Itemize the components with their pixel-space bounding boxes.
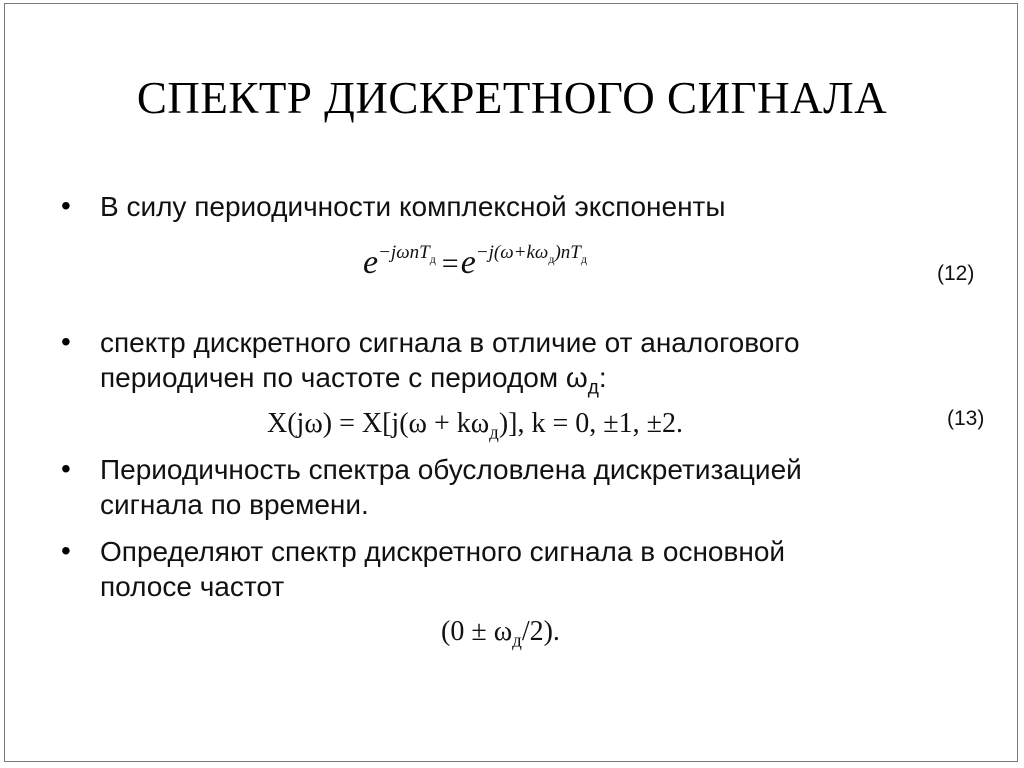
eq12-rhs-exp-mid: )nT [554, 242, 581, 263]
bullet-2-line-2 [100, 361, 607, 406]
eq12-rhs-exp-main: −j(ω+kω [475, 242, 549, 263]
bullet-3-line-2: сигнала по времени. [100, 489, 369, 520]
eq-band-end: /2). [521, 616, 560, 647]
equation-number-12: (12) [937, 262, 975, 285]
eq12-equals: = [441, 247, 459, 280]
eq-band-main: (0 ± ω [441, 616, 513, 647]
bullet-1-text: В силу периодичности комплексной экспоненты [100, 191, 726, 222]
equation-13 [267, 408, 683, 445]
bullet-4-line-2: полосе частот [100, 571, 285, 602]
bullet-2-line-2-sub: д [587, 377, 599, 399]
bullet-marker: • [61, 535, 71, 566]
slide-title: СПЕКТР ДИСКРЕТНОГО СИГНАЛА [136, 73, 888, 123]
eq12-rhs-base: e [460, 244, 476, 281]
bullet-3-line-1: Периодичность спектра обусловлена дискретизацией [100, 454, 802, 485]
bullet-4-line-1: Определяют спектр дискретного сигнала в основной [100, 536, 786, 567]
slide [4, 3, 1018, 762]
bullet-marker: • [61, 190, 71, 221]
eq12-lhs-base: e [363, 244, 379, 281]
eq12-lhs-exp-main: −jωnT [378, 242, 430, 263]
eq-band-sub: д [512, 630, 522, 652]
eq13-end: )], k = 0, ±1, ±2. [498, 408, 684, 439]
bullet-2-line-2-end: : [598, 362, 607, 393]
equation-number-13: (13) [947, 407, 985, 430]
eq12-rhs-exp-sub1: д [548, 252, 555, 266]
bullet-marker: • [61, 453, 71, 484]
equation-12 [363, 244, 587, 282]
eq12-rhs-exp-sub2: д [580, 252, 587, 266]
equation-band [441, 616, 560, 653]
eq13-main: X(jω) = X[j(ω + kω [267, 408, 490, 439]
eq12-rhs-exponent [475, 242, 587, 266]
bullet-2-line-2-main: периодичен по частоте с периодом ω [100, 362, 588, 393]
bullet-2-line-1: спектр дискретного сигнала в отличие от аналогового [100, 327, 800, 358]
eq13-sub: д [489, 422, 499, 444]
eq12-lhs-exponent [378, 242, 436, 266]
bullet-marker: • [61, 326, 71, 357]
eq12-lhs-exp-sub: д [429, 252, 436, 266]
